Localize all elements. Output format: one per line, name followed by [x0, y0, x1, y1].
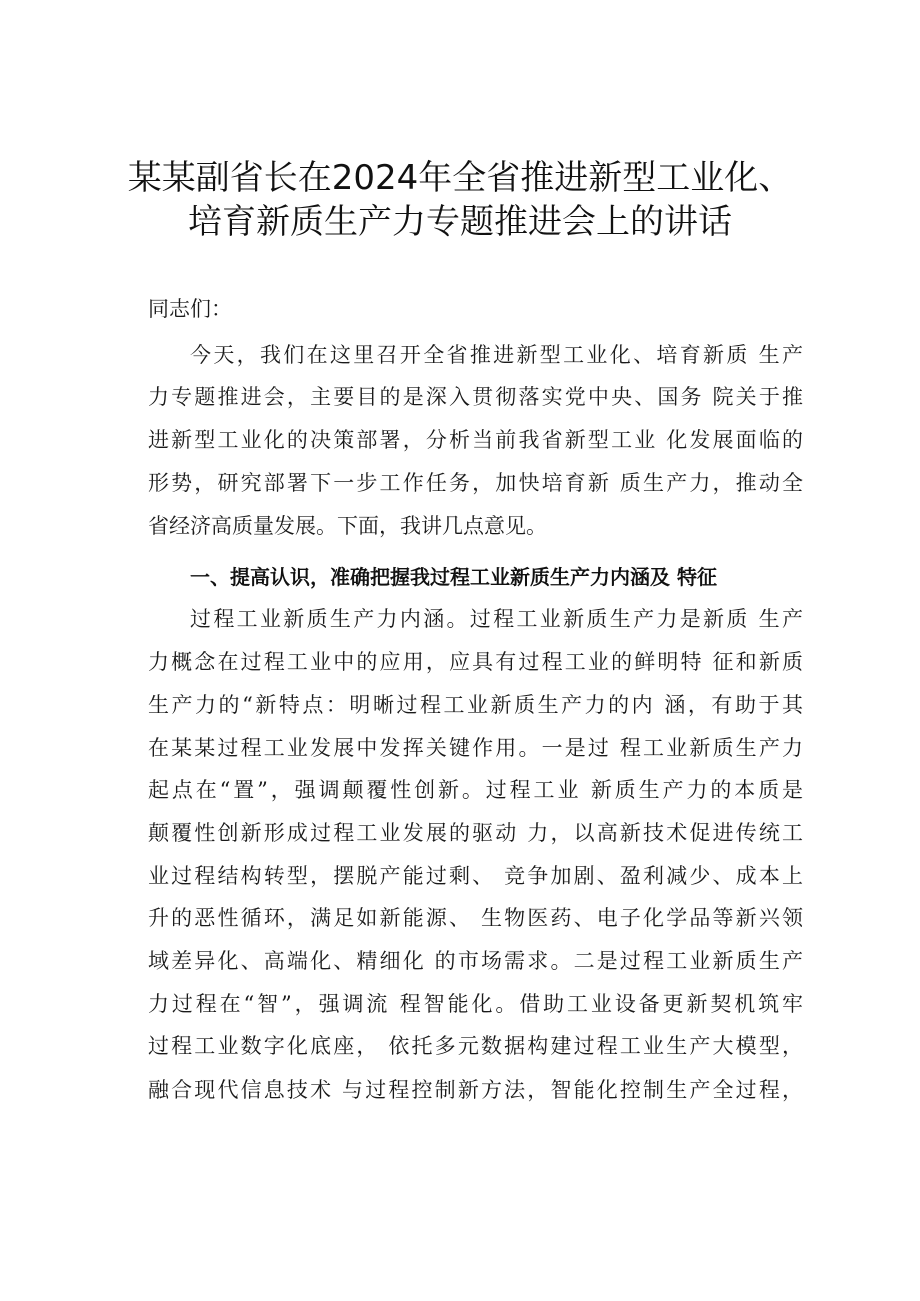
paragraph-line: 力概念在过程工业中的应用，应具有过程工业的鲜明特 征和新质	[148, 650, 803, 674]
paragraph-line: 过程工业新质生产力内涵。过程工业新质生产力是新质 生产	[190, 607, 803, 631]
paragraph-line: 域差异化、高端化、精细化 的市场需求。二是过程工业新质生产	[148, 949, 803, 973]
paragraph-line: 起点在“置”，强调颠覆性创新。过程工业 新质生产力的本质是	[148, 778, 803, 802]
paragraph-line: 省经济高质量发展。下面，我讲几点意见。	[148, 514, 547, 538]
paragraph-line: 过程工业数字化底座， 依托多元数据构建过程工业生产大模型，	[148, 1034, 803, 1058]
paragraph-line: 在某某过程工业发展中发挥关键作用。一是过 程工业新质生产力	[148, 736, 803, 760]
paragraph-line: 颠覆性创新形成过程工业发展的驱动 力，以高新技术促进传统工	[148, 821, 803, 845]
paragraph-line: 今天，我们在这里召开全省推进新型工业化、培育新质 生产	[190, 343, 803, 367]
document-title-line-2: 培育新质生产力专题推进会上的讲话	[188, 202, 732, 242]
paragraph-line: 生产力的“新特点：明晰过程工业新质生产力的内 涵，有助于其	[148, 693, 803, 717]
paragraph-line: 力过程在“智”，强调流 程智能化。借助工业设备更新契机筑牢	[148, 992, 803, 1016]
paragraph-line: 业过程结构转型，摆脱产能过剩、 竞争加剧、盈利减少、成本上	[148, 864, 803, 888]
salutation: 同志们：	[148, 297, 232, 321]
paragraph-line: 力专题推进会，主要目的是深入贯彻落实党中央、国务 院关于推	[148, 385, 803, 409]
paragraph-line: 进新型工业化的决策部署，分析当前我省新型工业 化发展面临的	[148, 428, 803, 452]
paragraph-line: 升的恶性循环，满足如新能源、 生物医药、电子化学品等新兴领	[148, 906, 803, 930]
paragraph-line: 融合现代信息技术 与过程控制新方法，智能化控制生产全过程，	[148, 1078, 803, 1102]
paragraph-line: 形势，研究部署下一步工作任务，加快培育新 质生产力，推动全	[148, 471, 803, 495]
section-heading: 一、提高认识，准确把握我过程工业新质生产力内涵及 特征	[190, 565, 717, 589]
document-title-line-1: 某某副省长在2024年全省推进新型工业化、	[127, 158, 793, 198]
